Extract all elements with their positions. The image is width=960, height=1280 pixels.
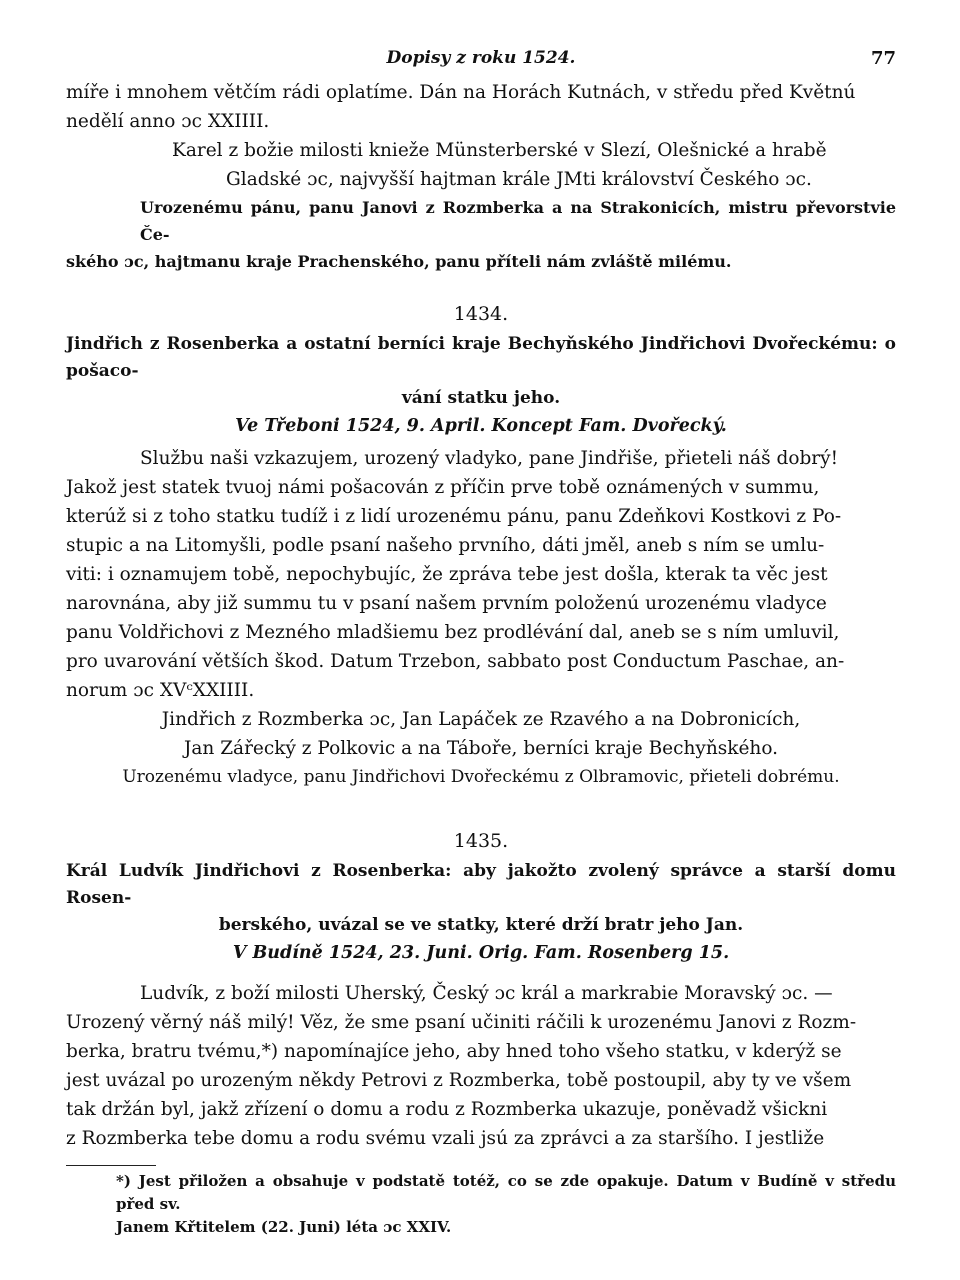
footnote-line: *) Jest přiložen a obsahuje v podstatě totéž, co se zde opakuje. Datum v Budíně v středu před sv. [116,1172,896,1213]
letter-summary: Král Ludvík Jindřichovi z Rosenberka: aby jakožto zvolený správce a starší domu Rosen- [66,861,896,908]
signature-line: Jan Zářecký z Polkovic a na Táboře, berníci kraje Bechyňského. [183,738,779,759]
body-line: Službu naši vzkazujem, urozený vladyko, pane Jindřiše, přieteli náš dobrý! [140,448,839,469]
text-line: nedělí anno ɔc XXIIII. [66,111,270,132]
text-line: míře i mnohem větčím rádi oplatíme. Dán na Horách Kutnách, v středu před Květnú [66,82,856,103]
body-line: kterúž si z toho statku tudíž i z lidí urozenému pánu, panu Zdeňkovi Kostkovi z Po- [66,506,842,527]
letter-summary: vání statku jeho. [401,388,561,408]
body-line: narovnána, aby již summu tu v psaní našem prvním položenú urozenému vladyce [66,593,827,614]
body-line: norum ɔc XVᶜXXIIII. [66,680,255,701]
letter-source: Ve Třeboni 1524, 9. April. Koncept Fam. Dvořecký. [235,416,727,436]
address-line: Urozenému pánu, panu Janovi z Rozmberka a na Strakonicích, mistru převorstvie Če- [140,198,896,244]
address-line: ského ɔc, hajtmanu kraje Prachenského, panu příteli nám zvláště milému. [66,252,732,271]
body-line: pro uvarování větších škod. Datum Trzebon, sabbato post Conductum Paschae, an- [66,651,845,672]
closing-line: Karel z božie milosti knieže Münsterberské v Slezí, Olešnické a hrabě [172,140,827,161]
letter-summary: Jindřich z Rosenberka a ostatní berníci kraje Bechyňského Jindřichovi Dvořeckému: o pošaco- [66,334,896,381]
body-line: jest uvázal po urozeným někdy Petrovi z Rozmberka, tobě postoupil, aby ty ve všem [66,1070,852,1091]
body-line: tak držán byl, jakž zřízení o domu a rodu z Rozmberka ukazuje, poněvadž všickni [66,1099,828,1120]
book-page [66,48,896,1239]
closing-line: Gladské ɔc, najvyšší hajtman krále JMti království Českého ɔc. [226,169,812,190]
page-number: 77 [870,48,896,69]
letter-1434 [66,303,896,792]
letter-number: 1434. [453,303,509,325]
body-line: Urozený věrný náš milý! Věz, že sme psaní učiniti ráčili k urozenému Janovi z Rozm- [66,1012,857,1033]
body-line: stupic a na Litomyšli, podle psaní našeho prvního, dáti jměl, aneb s ním se umlu- [66,535,825,556]
letter-1435 [66,830,896,1153]
signature-line: Jindřich z Rozmberka ɔc, Jan Lapáček ze Rzavého a na Dobronicích, [161,709,801,730]
letter-source: V Budíně 1524, 23. Juni. Orig. Fam. Rosenberg 15. [232,943,730,963]
letter-number: 1435. [453,830,509,852]
page-header [66,48,896,78]
footnote-divider [66,1165,156,1166]
body-line: panu Voldřichovi z Mezného mladšiemu bez prodlévání dal, aneb se s ním umluvil, [66,622,840,643]
body-line: Jakož jest statek tvuoj námi pošacován z příčin prve tobě oznámených v summu, [66,477,820,498]
footnote [66,1170,896,1239]
continuation-text [66,78,896,275]
address-line: Urozenému vladyce, panu Jindřichovi Dvořeckému z Olbramovic, přieteli dobrému. [122,767,840,787]
running-title: Dopisy z roku 1524. [386,48,576,68]
body-line: berka, bratru tvému,*) napomínajíce jeho, aby hned toho všeho statku, v kderýž se [66,1041,842,1062]
body-line: z Rozmberka tebe domu a rodu svému vzali jsú za zprávci a za staršího. I jestliže [66,1128,825,1149]
footnote-line: Janem Křtitelem (22. Juni) léta ɔc XXIV. [116,1218,452,1236]
body-line: viti: i oznamujem tobě, nepochybujíc, že zpráva tebe jest došla, kterak ta věc jest [66,564,828,585]
body-line: Ludvík, z boží milosti Uherský, Český ɔc král a markrabie Moravský ɔc. — [140,983,833,1004]
letter-summary: berského, uvázal se ve statky, které drží bratr jeho Jan. [218,915,744,935]
